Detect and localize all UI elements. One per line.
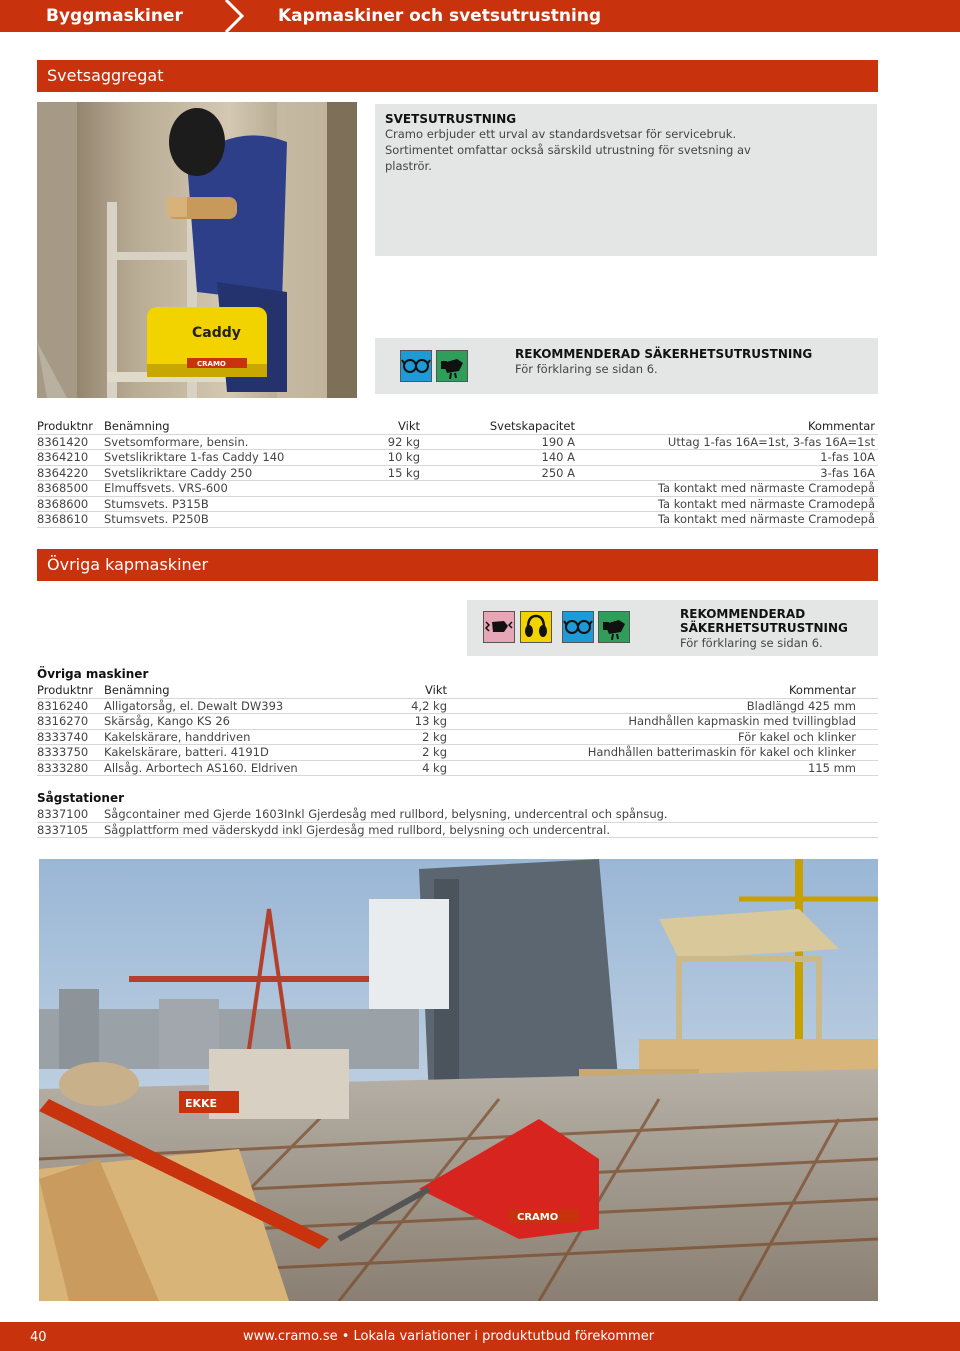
table2-header-row bbox=[37, 683, 878, 699]
table-row bbox=[37, 435, 878, 451]
cell-produktnr: 8333740 bbox=[37, 729, 89, 744]
footer-text: www.cramo.se • Lokala variationer i produktutbud förekommer bbox=[243, 1329, 655, 1344]
cell-svetskapacitet: 190 A bbox=[541, 434, 575, 449]
svetsutrustning-info bbox=[375, 104, 877, 256]
page-header bbox=[0, 0, 960, 32]
chevron-right-icon bbox=[222, 0, 248, 32]
cell-vikt: 10 kg bbox=[387, 450, 420, 464]
cell-produktnr: 8368500 bbox=[37, 481, 89, 495]
table-row bbox=[37, 714, 878, 730]
table-row bbox=[37, 730, 878, 746]
col-benamning: Benämning bbox=[104, 683, 170, 697]
subtitle-sagstationer: Sågstationer bbox=[37, 791, 124, 805]
cell-vikt: 2 kg bbox=[422, 745, 447, 759]
table-row bbox=[37, 481, 878, 497]
cell-produktnr: 8337100 bbox=[37, 807, 89, 821]
cell-produktnr: 8316240 bbox=[37, 698, 89, 713]
cell-vikt: 4,2 kg bbox=[411, 698, 447, 713]
cell-kommentar: Bladlängd 425 mm bbox=[746, 698, 856, 713]
table-row bbox=[37, 745, 878, 761]
cell-produktnr: 8333280 bbox=[37, 760, 89, 775]
safety-goggles-icon bbox=[562, 611, 594, 643]
vibration-glove-icon bbox=[483, 611, 515, 643]
cell-kommentar: Ta kontakt med närmaste Cramodepå bbox=[657, 496, 875, 511]
cell-produktnr: 8316270 bbox=[37, 714, 89, 728]
cramo-drill-logo: CRAMO bbox=[517, 1212, 559, 1223]
table-header-row bbox=[37, 419, 878, 435]
safety-text-1: För förklaring se sidan 6. bbox=[515, 362, 658, 376]
table-row bbox=[37, 807, 878, 823]
safety-title-2b: SÄKERHETSUTRUSTNING bbox=[680, 621, 848, 635]
cell-svetskapacitet: 140 A bbox=[541, 450, 575, 464]
cell-benamning: Svetsomformare, bensin. bbox=[104, 434, 249, 449]
caddy-label: Caddy bbox=[192, 325, 241, 341]
cell-benamning: Sågplattform med väderskydd inkl Gjerdesåg med rullbord, belysning och undercentral. bbox=[104, 822, 610, 837]
cell-svetskapacitet: 250 A bbox=[541, 465, 575, 480]
cell-vikt: 13 kg bbox=[414, 714, 447, 728]
cell-benamning: Kakelskärare, handdriven bbox=[104, 729, 251, 744]
safety-box-2 bbox=[467, 600, 878, 656]
cell-benamning: Stumsvets. P250B bbox=[104, 512, 209, 526]
table-row bbox=[37, 699, 878, 715]
welding-photo bbox=[37, 102, 357, 398]
cell-vikt: 15 kg bbox=[387, 465, 420, 480]
cell-benamning: Sågcontainer med Gjerde 1603Inkl Gjerdesåg med rullbord, belysning, undercentral och spånsug. bbox=[104, 807, 668, 821]
cell-produktnr: 8368610 bbox=[37, 512, 89, 526]
cell-kommentar: För kakel och klinker bbox=[738, 729, 856, 744]
cell-produktnr: 8333750 bbox=[37, 745, 89, 759]
safety-goggles-icon bbox=[400, 350, 432, 382]
table-row bbox=[37, 512, 878, 528]
subtitle-ovriga-maskiner: Övriga maskiner bbox=[37, 667, 149, 681]
col-svetskapacitet: Svetskapacitet bbox=[489, 419, 575, 433]
cell-benamning: Svetslikriktare 1-fas Caddy 140 bbox=[104, 450, 285, 464]
cell-vikt: 4 kg bbox=[422, 760, 447, 775]
info-line-2: Sortimentet omfattar också särskild utrustning för svetsning av bbox=[385, 143, 751, 157]
cell-benamning: Elmuffsvets. VRS-600 bbox=[104, 481, 228, 495]
col-vikt: Vikt bbox=[398, 419, 420, 433]
col-vikt: Vikt bbox=[425, 683, 447, 697]
safety-text-2: För förklaring se sidan 6. bbox=[680, 636, 823, 650]
cell-kommentar: Uttag 1-fas 16A=1st, 3-fas 16A=1st bbox=[667, 434, 875, 449]
page-number: 40 bbox=[30, 1330, 47, 1345]
table-row bbox=[37, 761, 878, 777]
table-row bbox=[37, 497, 878, 513]
header-category: Byggmaskiner bbox=[46, 6, 183, 26]
col-kommentar: Kommentar bbox=[788, 683, 856, 697]
safety-box-1 bbox=[375, 338, 878, 394]
cell-vikt: 92 kg bbox=[387, 434, 420, 449]
table-row bbox=[37, 823, 878, 839]
cramo-logo: CRAMO bbox=[197, 360, 226, 368]
header-title: Kapmaskiner och svetsutrustning bbox=[278, 6, 602, 26]
ear-protection-icon bbox=[520, 611, 552, 643]
section-title-svetsaggregat: Svetsaggregat bbox=[37, 60, 878, 92]
construction-site-photo bbox=[39, 859, 878, 1301]
cell-produktnr: 8364220 bbox=[37, 465, 89, 480]
col-produktnr: Produktnr bbox=[37, 683, 94, 697]
cell-kommentar: Handhållen kapmaskin med tvillingblad bbox=[628, 714, 856, 728]
safety-title-2a: REKOMMENDERAD bbox=[680, 607, 806, 621]
col-benamning: Benämning bbox=[104, 419, 170, 433]
cell-benamning: Allsåg. Arbortech AS160. Eldriven bbox=[104, 760, 298, 775]
safety-title-1: REKOMMENDERAD SÄKERHETSUTRUSTNING bbox=[515, 347, 813, 361]
cell-benamning: Kakelskärare, batteri. 4191D bbox=[104, 745, 269, 759]
cell-kommentar: Ta kontakt med närmaste Cramodepå bbox=[657, 481, 875, 495]
table-row bbox=[37, 450, 878, 466]
cell-produktnr: 8364210 bbox=[37, 450, 89, 464]
info-line-1: Cramo erbjuder ett urval av standardsvetsar för servicebruk. bbox=[385, 127, 737, 141]
cell-vikt: 2 kg bbox=[422, 729, 447, 744]
cell-kommentar: Ta kontakt med närmaste Cramodepå bbox=[657, 512, 875, 526]
cell-kommentar: 3-fas 16A bbox=[820, 465, 875, 480]
page-footer bbox=[0, 1322, 960, 1351]
table-row bbox=[37, 466, 878, 482]
info-line-3: plaströr. bbox=[385, 159, 432, 173]
cell-produktnr: 8361420 bbox=[37, 434, 89, 449]
col-kommentar: Kommentar bbox=[807, 419, 875, 433]
cell-produktnr: 8337105 bbox=[37, 822, 89, 837]
cell-kommentar: 1-fas 10A bbox=[820, 450, 875, 464]
sign-text: EKKE bbox=[185, 1097, 218, 1110]
info-title: SVETSUTRUSTNING bbox=[385, 112, 517, 126]
cell-benamning: Skärsåg, Kango KS 26 bbox=[104, 714, 230, 728]
cell-kommentar: 115 mm bbox=[807, 760, 856, 775]
protective-glove-icon bbox=[598, 611, 630, 643]
protective-glove-icon bbox=[436, 350, 468, 382]
section-title-ovriga-kapmaskiner: Övriga kapmaskiner bbox=[37, 549, 878, 581]
col-produktnr: Produktnr bbox=[37, 419, 94, 433]
cell-produktnr: 8368600 bbox=[37, 496, 89, 511]
cell-benamning: Svetslikriktare Caddy 250 bbox=[104, 465, 253, 480]
cell-kommentar: Handhållen batterimaskin för kakel och klinker bbox=[587, 745, 856, 759]
cell-benamning: Stumsvets. P315B bbox=[104, 496, 209, 511]
cell-benamning: Alligatorsåg, el. Dewalt DW393 bbox=[104, 698, 284, 713]
